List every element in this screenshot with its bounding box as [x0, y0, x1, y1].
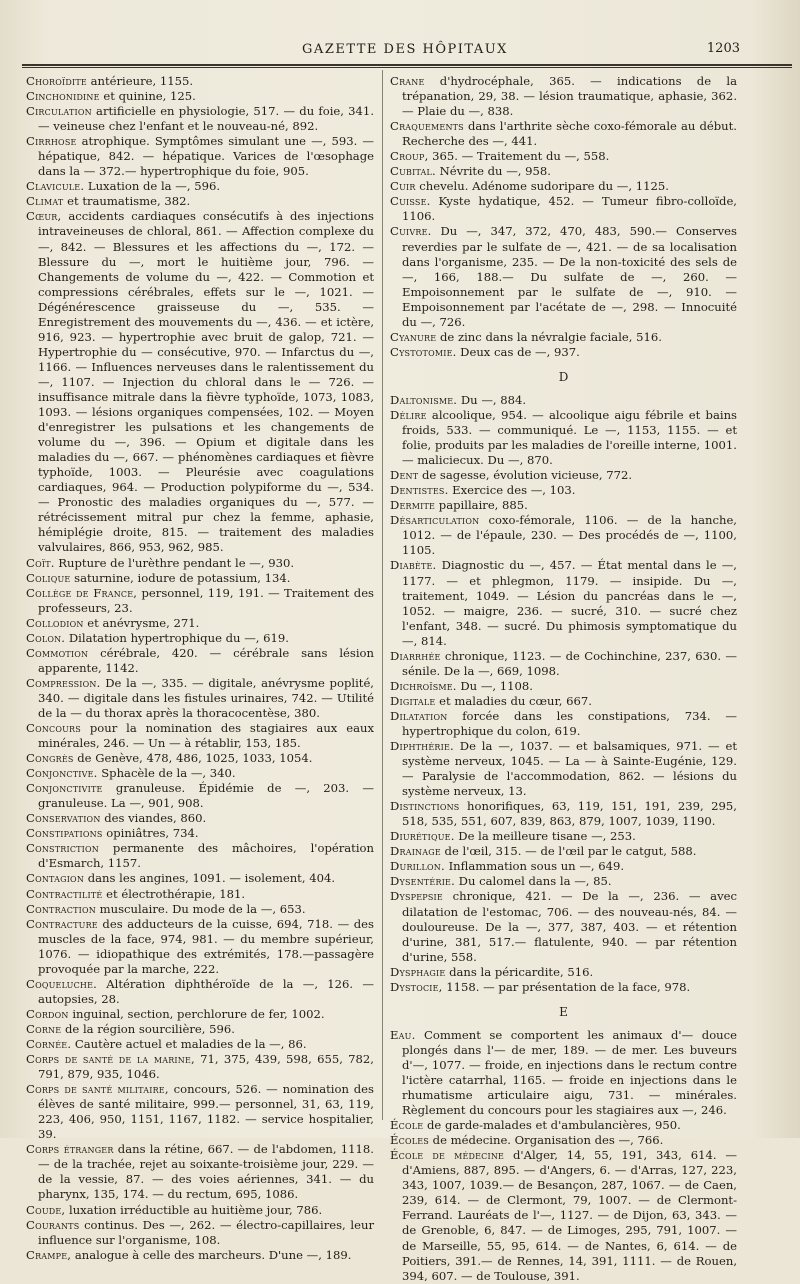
index-references: Diagnostic du —, 457. — État mental dans le —, 1177. — et phlegmon, 1179. — insipide. Du —, traitement, 1049. — Lésion du pancréas dans le —, 1052. — maigre, 236. — sucré, 310. — sucré chez l'enfant, 348. — sucré. Du phimosis symptomatique du —, 814. — [402, 558, 737, 648]
index-references: artificielle en physiologie, 517. — du foie, 341. — veineuse chez l'enfant et le nouveau-né, 892. — [38, 104, 374, 134]
index-entry — [390, 859, 737, 874]
index-entry — [390, 694, 737, 709]
index-references: des viandes, 860. — [100, 811, 207, 826]
index-references: musculaire. Du mode de la —, 653. — [95, 901, 306, 916]
index-entry — [390, 74, 737, 119]
index-term: Collodion — [26, 615, 84, 630]
index-entry — [390, 558, 737, 648]
index-references: Sphacèle de la —, 340. — [97, 766, 236, 781]
header-rule — [22, 64, 792, 66]
index-term: Diphthérie. — [390, 739, 454, 754]
index-term: Drainage — [390, 844, 441, 859]
index-references: De la —, 1037. — et balsamiques, 971. — et système nerveux, 1045. — La — à Sainte-Eugénie, 129. — Paralysie de l'accommodation, 862. — lésions du système nerveux, 13. — [402, 739, 737, 799]
right-column — [390, 74, 737, 1284]
journal-title: GAZETTE DES HÔPITAUX — [302, 42, 508, 57]
index-references: coxo-fémorale, 1106. — de la hanche, 1012. — de l'épaule, 230. — Des procédés de —, 1100, 1105. — [402, 513, 737, 558]
index-references: Rupture de l'urèthre pendant le —, 930. — [54, 555, 295, 570]
index-references: des adducteurs de la cuisse, 694, 718. — des muscles de la face, 974, 981. — du membre supérieur, 1076. — idiopathique des extrémités, 178.—passagère provoquée par la marche, 222. — [38, 916, 374, 976]
index-term: Cyanure — [390, 329, 437, 344]
index-references: Deux cas de —, 937. — [456, 344, 580, 359]
index-term: Croup, — [390, 149, 429, 164]
index-entry — [26, 1248, 374, 1263]
index-term: Coït. — [26, 555, 55, 570]
index-references: honorifiques, 63, 119, 151, 191, 239, 295, 518, 535, 551, 607, 839, 863, 879, 1007, 1039, 1190. — [402, 799, 737, 829]
index-term: Eau. — [390, 1027, 416, 1042]
index-entry — [26, 871, 374, 886]
index-term: Conservation — [26, 811, 101, 826]
index-entry — [26, 104, 374, 134]
index-term: Corps étranger — [26, 1142, 114, 1157]
index-entry — [26, 826, 374, 841]
column-divider — [382, 70, 383, 1120]
index-entry — [390, 1148, 737, 1283]
index-entry — [390, 119, 737, 149]
left-column — [26, 74, 374, 1263]
index-references: personnel, 119, 191. — Traitement des professeurs, 23. — [38, 585, 374, 615]
index-term: Corps de santé de la marine, — [26, 1052, 195, 1067]
index-entry — [26, 134, 374, 179]
index-term: Constriction — [26, 841, 100, 856]
index-references: chronique, 1123. — de Cochinchine, 237, 630. — sénile. De la —, 669, 1098. — [402, 648, 737, 678]
index-references: d'hydrocéphale, 365. — indications de la trépanation, 29, 38. — lésion traumatique, aphasie, 362. — Plaie du —, 838. — [402, 74, 737, 119]
index-references: cérébrale, 420. — cérébrale sans lésion apparente, 1142. — [38, 645, 374, 675]
index-entry — [390, 330, 737, 345]
index-term: Cuir — [390, 179, 416, 194]
index-term: Corps de santé militaire, — [26, 1082, 169, 1097]
index-term: Commotion — [26, 645, 89, 660]
index-references: Dilatation hypertrophique du —, 619. — [65, 630, 289, 645]
index-references: Cautère actuel et maladies de la —, 86. — [71, 1037, 307, 1051]
index-references: permanente des mâchoires, l'opération d'Esmarch, 1157. — [38, 841, 374, 871]
index-entry — [26, 74, 374, 89]
index-references: De la —, 335. — digitale, anévrysme poplité, 340. — digitale dans les fistules urinaires, 742. — Utilité de la — du thorax après la thoracocentèse, 380. — [38, 675, 374, 720]
index-entry — [390, 889, 737, 964]
index-term: Colon. — [26, 630, 66, 645]
index-term: Courants — [26, 1217, 80, 1232]
index-term: Dermite — [390, 498, 436, 513]
index-term: Corne — [26, 1021, 62, 1036]
index-references: de Genève, 478, 486, 1025, 1033, 1054. — [73, 751, 313, 766]
index-entry — [390, 468, 737, 483]
index-entry — [26, 841, 374, 871]
index-term: Délire — [390, 407, 427, 422]
index-term: Dystocie, — [390, 979, 443, 994]
index-term: Compression. — [26, 675, 101, 690]
index-references: dans les angines, 1091. — isolement, 404. — [84, 871, 336, 886]
index-entry — [26, 1007, 374, 1022]
index-term: École de médecine — [390, 1148, 505, 1163]
index-references: pour la nomination des stagiaires aux eaux minérales, 246. — Un — à rétablir, 153, 185. — [38, 721, 374, 751]
index-term: Clavicule. — [26, 179, 85, 194]
index-references: Du calomel dans la —, 85. — [454, 874, 612, 889]
index-term: Concours — [26, 721, 81, 736]
index-entry — [26, 751, 374, 766]
index-references: inguinal, section, perchlorure de fer, 1002. — [68, 1006, 325, 1021]
index-term: Cirrhose — [26, 134, 77, 149]
index-entry — [26, 766, 374, 781]
index-entry — [390, 393, 737, 408]
index-entry — [26, 1218, 374, 1248]
index-references: Comment se comportent les animaux d'— douce plongés dans l'— de mer, 189. — de mer. Les buveurs d'—, 1077. — froide, en injections dans le rectum contre l'ictère catarrhal, 1165. — froide en injections dans le rhumatisme articulaire aigu, 731. — minérales. Règlement du concours pour les stagiaires aux —, 246. — [402, 1027, 737, 1118]
index-term: Contractilité — [26, 886, 103, 901]
index-term: Diabète. — [390, 558, 437, 573]
index-references: de médecine. Organisation des —, 766. — [428, 1133, 664, 1148]
index-entry — [26, 1082, 374, 1142]
index-references: Inflammation sous un —, 649. — [444, 859, 625, 874]
index-entry — [26, 1142, 374, 1202]
index-entry — [390, 194, 737, 224]
index-entry — [26, 721, 374, 751]
index-term: Digitale — [390, 693, 436, 708]
index-term: Coude, — [26, 1202, 66, 1217]
index-references: atrophique. Symptômes simulant une —, 593. — hépatique, 842. — hépatique. Varices de l'œsophage dans la — 372.— hypertrophique du foie, 905. — [38, 134, 374, 179]
index-references: Névrite du —, 958. — [435, 164, 551, 179]
index-term: Contagion — [26, 871, 85, 886]
index-term: Écoles — [390, 1133, 429, 1148]
index-term: Désarticulation — [390, 513, 480, 528]
index-entry — [390, 739, 737, 799]
index-entry — [26, 977, 374, 1007]
index-entry — [390, 149, 737, 164]
index-entry — [390, 709, 737, 739]
index-entry — [26, 586, 374, 616]
index-term: Constipations — [26, 826, 103, 841]
index-entry — [390, 844, 737, 859]
index-term: Congrès — [26, 751, 74, 766]
index-references: Luxation de la —, 596. — [84, 179, 221, 194]
index-references: Du —, 884. — [457, 392, 527, 407]
index-entry — [26, 676, 374, 721]
index-references: d'Alger, 14, 55, 191, 343, 614. — d'Amiens, 887, 895. — d'Angers, 6. — d'Arras, 127, 223, 343, 1007, 1039.— de Besançon, 287, 1067. — de Caen, 239, 614. — de Clermont, 79, 1007. — de Clermont-Ferrand. Lauréats de l'—, 1127. — de Dijon, 63, 343. — de Grenoble, 6, 847. — de Limoges, 295, 791, 1007. — de Marseille, 55, 95, 614. — de Nantes, 6, 614. — de Poitiers, 391.— de Rennes, 14, 391, 1111. — de Rouen, 394, 607. — de Toulouse, 391. — [402, 1148, 737, 1283]
index-references: papillaire, 885. — [435, 498, 528, 513]
index-entry — [26, 631, 374, 646]
index-term: Cinchonidine — [26, 89, 100, 104]
entries-d — [390, 393, 737, 995]
index-entry — [390, 874, 737, 889]
section-heading-e: E — [559, 1004, 568, 1019]
index-references: chronique, 421. — De la —, 236. — avec dilatation de l'estomac, 706. — des nouveau-nés, 84. — douloureuse. De la —, 377, 387, 403. — et rétention d'urine, 381, 517.— flatulente, 940. — par rétention d'urine, 558. — [402, 889, 737, 964]
index-references: de sagesse, évolution vicieuse, 772. — [418, 468, 633, 483]
index-entry — [390, 679, 737, 694]
index-references: forcée dans les constipations, 734. — hypertrophique du colon, 619. — [402, 708, 737, 738]
index-references: et traumatisme, 382. — [63, 194, 191, 209]
index-term: Conjonctivite — [26, 781, 103, 796]
index-references: analogue à celle des marcheurs. D'une —, 189. — [71, 1247, 352, 1262]
index-references: continus. Des —, 262. — électro-capillaires, leur influence sur l'organisme, 108. — [38, 1217, 374, 1247]
index-references: antérieure, 1155. — [86, 74, 194, 88]
index-term: Durillon. — [390, 859, 445, 874]
index-entry — [390, 1118, 737, 1133]
index-entry — [26, 1052, 374, 1082]
index-term: Contracture — [26, 916, 98, 931]
index-references: Kyste hydatique, 452. — Tumeur fibro-colloïde, 1106. — [402, 194, 737, 224]
index-entry — [390, 164, 737, 179]
index-entry — [390, 1028, 737, 1118]
index-entry — [390, 829, 737, 844]
index-entry — [26, 89, 374, 104]
index-term: Cuisse. — [390, 194, 431, 209]
index-references: alcoolique, 954. — alcoolique aigu fébrile et bains froids, 533. — communiqué. Le —, 1153, 1155. — et folie, produits par les maladies de l'oreille interne, 1001. — maliciecux. Du —, 870. — [402, 407, 737, 468]
index-entry — [26, 616, 374, 631]
index-entry — [390, 965, 737, 980]
index-entry — [390, 179, 737, 194]
index-term: Cystotomie. — [390, 344, 457, 359]
index-term: Diarrhée — [390, 648, 441, 663]
index-entry — [26, 556, 374, 571]
index-references: De la meilleure tisane —, 253. — [454, 829, 636, 844]
index-term: Diurétique. — [390, 829, 455, 844]
index-entry — [390, 980, 737, 995]
index-references: chevelu. Adénome sudoripare du —, 1125. — [415, 179, 669, 194]
index-references: dans la péricardite, 516. — [445, 964, 594, 979]
index-term: Craquements — [390, 119, 464, 134]
index-entry — [26, 1203, 374, 1218]
index-entry — [390, 498, 737, 513]
index-term: Distinctions — [390, 799, 460, 814]
index-term: Dyspepsie — [390, 889, 443, 904]
index-term: Cuivre. — [390, 224, 432, 239]
index-entry — [390, 408, 737, 468]
index-references: et maladies du cœur, 667. — [435, 693, 592, 708]
index-references: Exercice des —, 103. — [448, 483, 576, 498]
index-term: Crane — [390, 74, 425, 88]
header-rule-thin — [22, 67, 792, 68]
index-term: Choroïdite — [26, 74, 87, 88]
entries-c-continued — [390, 74, 737, 360]
index-entry — [26, 902, 374, 917]
index-entry — [26, 179, 374, 194]
index-references: 365. — Traitement du —, 558. — [428, 149, 610, 164]
index-term: Dysentérie. — [390, 874, 455, 889]
index-references: de la région sourcilière, 596. — [61, 1021, 235, 1036]
index-references: luxation irréductible au huitième jour, 786. — [65, 1202, 323, 1217]
index-term: Collège de France, — [26, 585, 138, 600]
index-references: et quinine, 125. — [99, 89, 196, 104]
index-entry — [390, 513, 737, 558]
index-references: et électrothérapie, 181. — [102, 886, 246, 901]
index-term: Cœur, — [26, 209, 62, 224]
index-entry — [26, 887, 374, 902]
index-entry — [26, 571, 374, 586]
index-entry — [390, 1133, 737, 1148]
index-term: Dent — [390, 468, 419, 483]
index-references: granuleuse. Épidémie de —, 203. — granuleuse. La —, 901, 908. — [38, 781, 374, 811]
entries-e — [390, 1028, 737, 1284]
index-term: École — [390, 1118, 424, 1133]
index-entry — [390, 224, 737, 329]
index-term: Cubital. — [390, 164, 436, 179]
index-references: concours, 526. — nomination des élèves de santé militaire, 999.— personnel, 31, 63, 119, 223, 406, 950, 1151, 1167, 1182. — service hospitalier, 39. — [38, 1082, 374, 1142]
page-header — [20, 38, 790, 62]
index-references: 1158. — par présentation de la face, 978. — [442, 979, 691, 994]
index-term: Colique — [26, 570, 71, 585]
index-references: opiniâtres, 734. — [102, 826, 199, 841]
index-entry — [26, 209, 374, 555]
index-term: Dilatation — [390, 708, 448, 723]
index-term: Contraction — [26, 901, 96, 916]
index-entry — [390, 799, 737, 829]
index-references: dans la rétine, 667. — de l'abdomen, 1118. — de la trachée, rejet au soixante-troisième jour, 229. — de la vessie, 87. — des voies aériennes, 341. — du pharynx, 135, 174. — du rectum, 695, 1086. — [38, 1142, 374, 1202]
index-entry — [390, 483, 737, 498]
index-term: Cordon — [26, 1006, 69, 1021]
index-entry — [390, 649, 737, 679]
page-number: 1203 — [706, 41, 740, 56]
index-entry — [26, 646, 374, 676]
index-references: 71, 375, 439, 598, 655, 782, 791, 879, 935, 1046. — [38, 1052, 374, 1082]
index-entry — [26, 781, 374, 811]
index-term: Dentistes. — [390, 483, 449, 498]
index-term: Crampe, — [26, 1247, 72, 1262]
index-references: et anévrysme, 271. — [83, 615, 200, 630]
index-term: Dysphagie — [390, 964, 446, 979]
index-references: accidents cardiaques consécutifs à des injections intraveineuses de chloral, 861. — Affection complexe du —, 842. — Blessures et les affections du —, 172. — Blessure du —, mort le huitième jour, 796. — Changements de volume du —, 422. — Commotion et compressions cérébrales, effets sur le —, 1021. — Dégénérescence graisseuse du —, 535. — Enregistrement des mouvements du —, 436. — et ictère, 916, 923. — hypertrophie avec bruit de galop, 721. — Hypertrophie du — consécutive, 970. — Infarctus du —, 1166. — Influences nerveuses dans le ralentissement du —, 1107. — Injection du chloral dans le — 726. — insuffisance mitrale dans la fièvre typhoïde, 1073, 1083, 1093. — lésions organiques compensées, 102. — Moyen d'enregistrer les pulsations et les changements de volume du —, 396. — Opium et digitale dans les maladies du —, 667. — phénomènes cardiaques et fièvre typhoïde, 1003. — Pleurésie avec coagulations cardiaques, 964. — Production polypiforme du —, 534. — Pronostic des maladies organiques du —, 577. — rétrécissement mitral pur chez la femme, aphasie, hémiplégie droite, 815. — traitement des maladies valvulaires, 866, 953, 962, 985. — [38, 209, 374, 555]
index-entry — [26, 1037, 374, 1052]
index-entry — [26, 1022, 374, 1037]
index-references: saturnine, iodure de potassium, 134. — [70, 570, 291, 585]
index-entry — [26, 811, 374, 826]
index-term: Cornée. — [26, 1037, 72, 1051]
index-references: de zinc dans la névralgie faciale, 516. — [436, 329, 662, 344]
index-references: dans l'arthrite sèche coxo-fémorale au début. Recherche des —, 441. — [402, 119, 737, 149]
index-references: Du —, 1108. — [456, 678, 533, 693]
index-references: de garde-malades et d'ambulancières, 950. — [423, 1118, 681, 1133]
index-term: Daltonisme. — [390, 392, 458, 407]
section-heading-d: D — [558, 369, 569, 384]
index-term: Coqueluche. — [26, 976, 98, 991]
index-term: Dichroïsme. — [390, 678, 457, 693]
index-entry — [390, 345, 737, 360]
index-references: de l'œil, 315. — de l'œil par le catgut, 588. — [440, 844, 697, 859]
index-term: Climat — [26, 194, 64, 209]
index-entry — [26, 194, 374, 209]
index-references: Altération diphthéroïde de la —, 126. — autopsies, 28. — [38, 976, 374, 1006]
index-term: Conjonctive. — [26, 766, 98, 781]
index-term: Circulation — [26, 104, 92, 119]
index-references: Du —, 347, 372, 470, 483, 590.— Conserves reverdies par le sulfate de —, 421. — de sa localisation dans l'organisme, 235. — De la non-toxicité des sels de —, 166, 188.— Du sulfate de —, 260. — Empoisonnement par le sulfate de —, 910. — Empoisonnement par l'acétate de —, 298. — Innocuité du —, 726. — [402, 224, 737, 329]
index-entry — [26, 917, 374, 977]
